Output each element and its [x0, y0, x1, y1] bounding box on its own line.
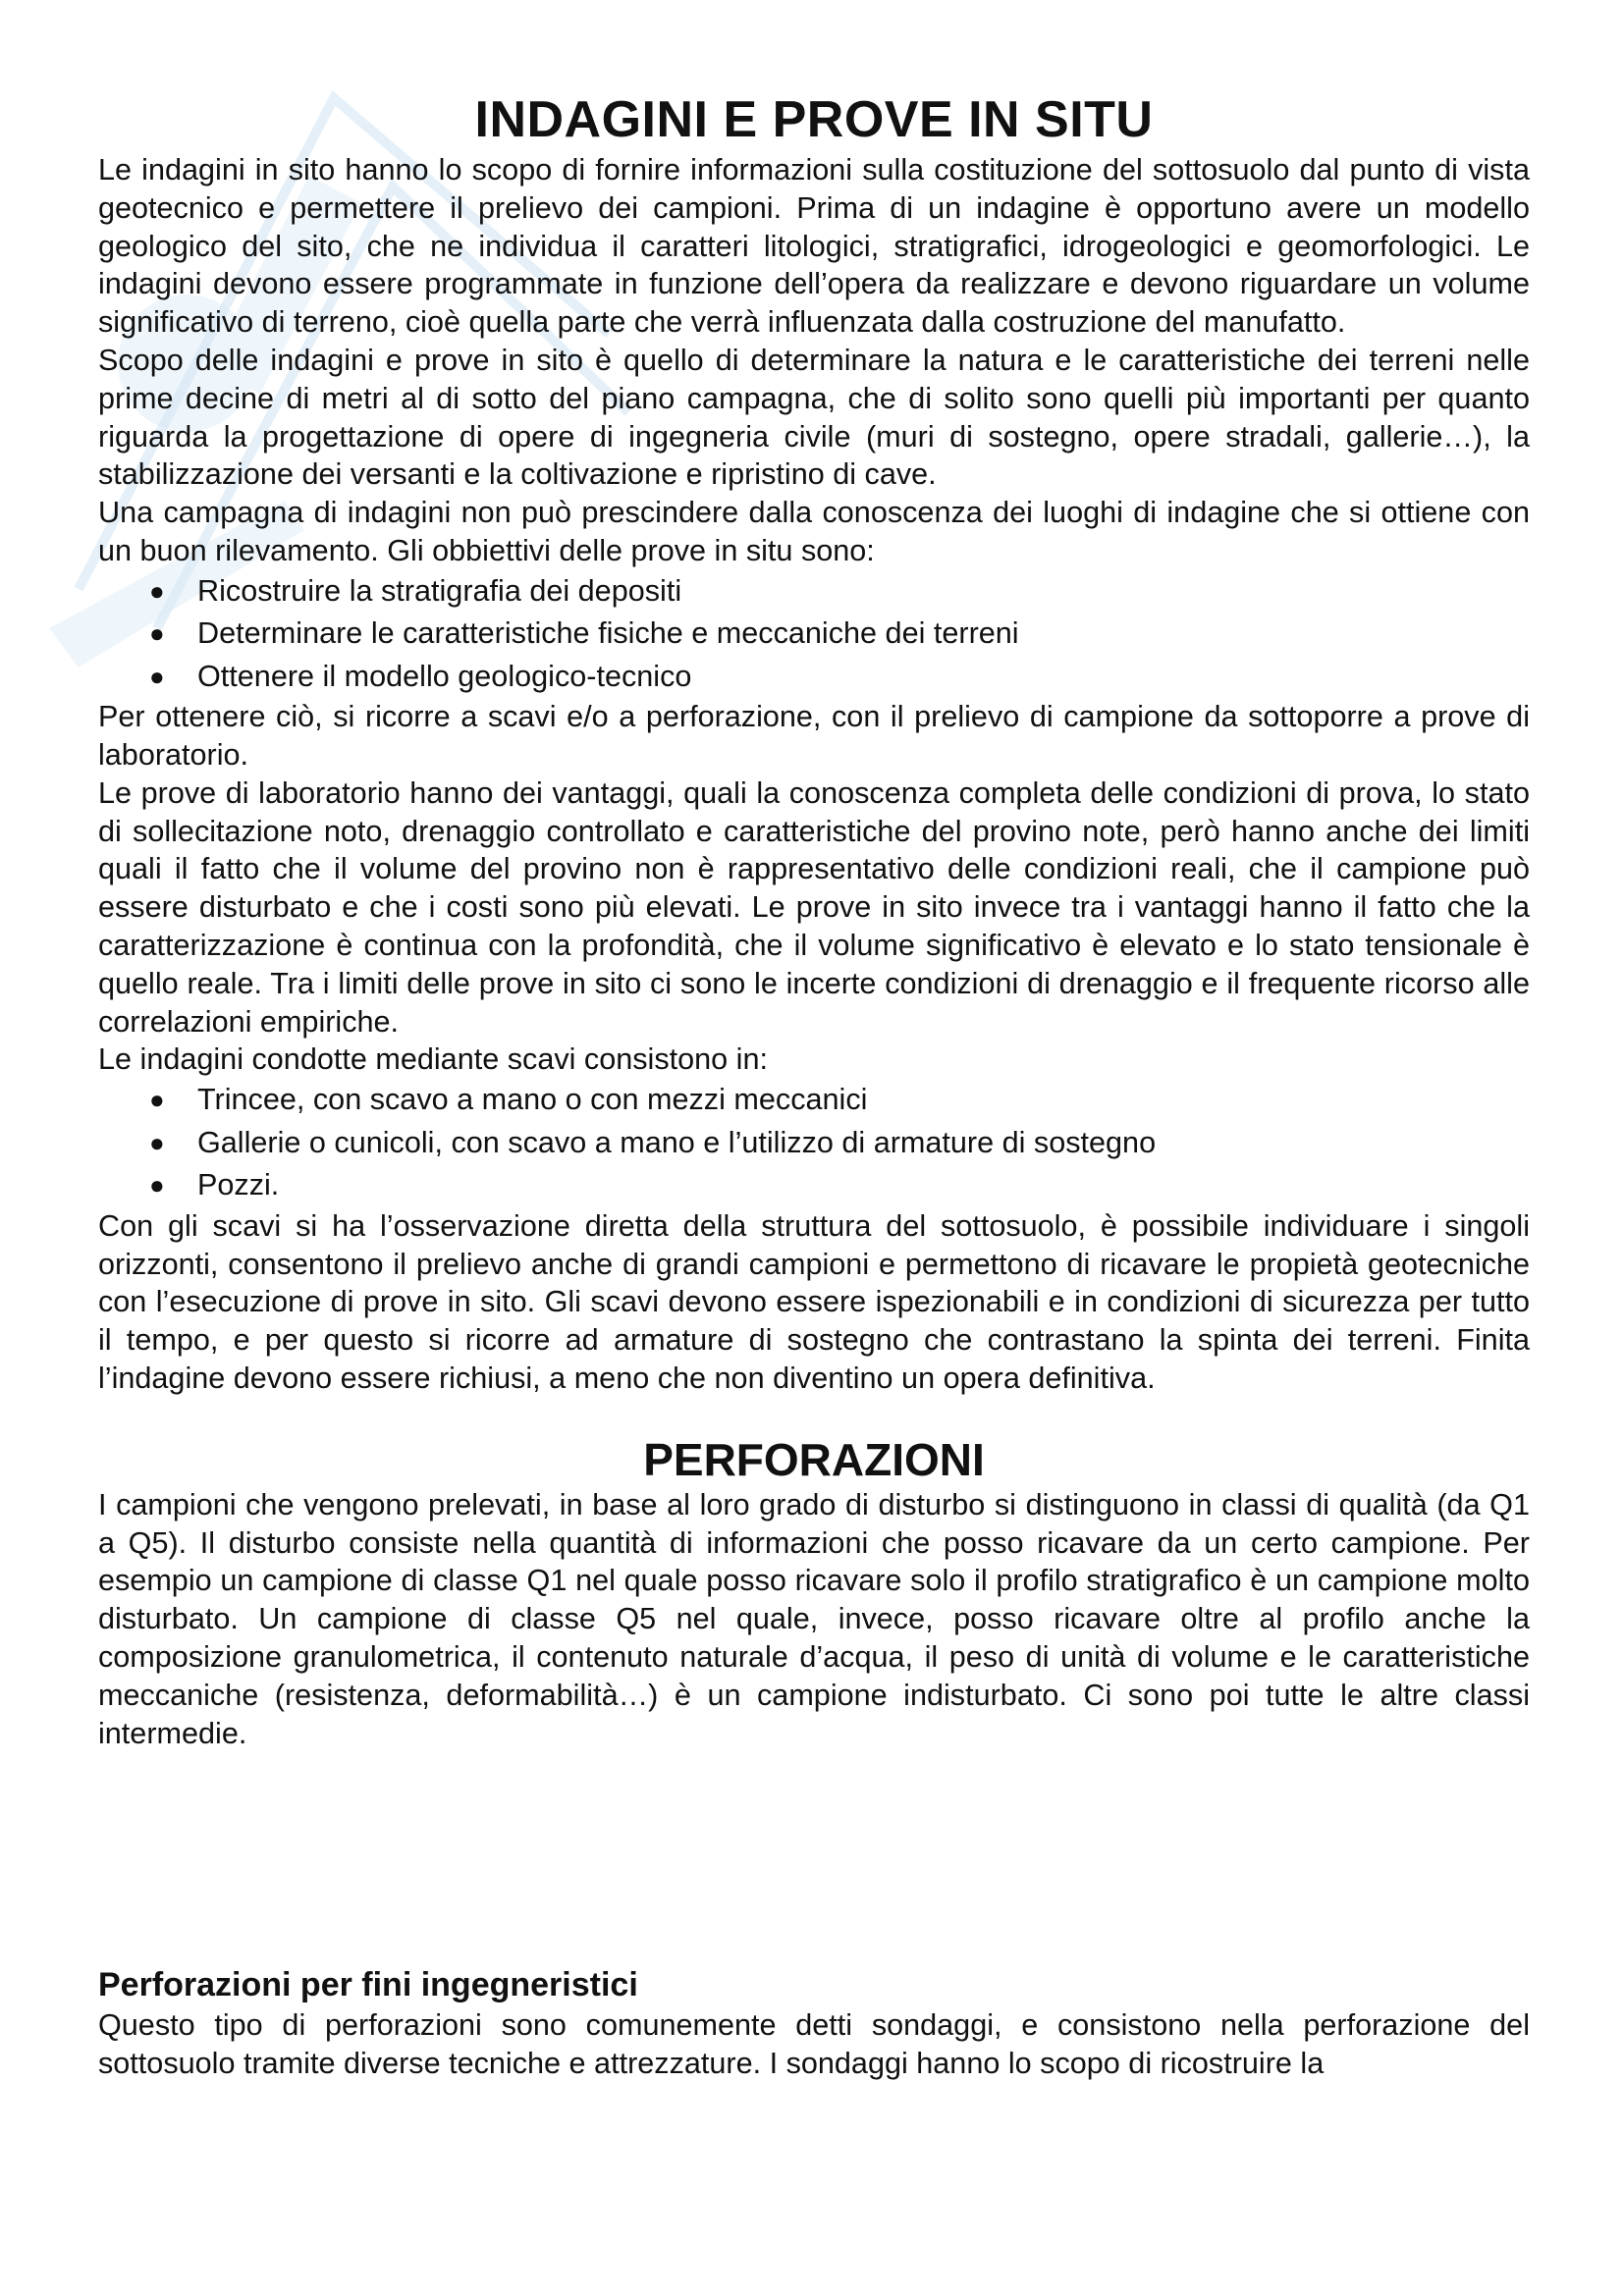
bullet-icon: ● — [149, 1127, 165, 1157]
intro-paragraph-3: Una campagna di indagini non può prescindere dalla conoscenza dei luoghi di indagine che si ottiene con un buon rilevamento. Gli obbiettivi delle prove in situ sono: — [98, 496, 1530, 567]
list-item: ● Pozzi. — [98, 1164, 1530, 1207]
page-title: INDAGINI E PROVE IN SITU — [474, 91, 1154, 148]
list-item: ● Ottenere il modello geologico-tecnico — [98, 656, 1530, 699]
subsection-heading: Perforazioni per fini ingegneristici — [98, 1966, 638, 2004]
intro-paragraph-1: Le indagini in sito hanno lo scopo di fornire informazioni sulla costituzione del sottosuolo dal punto di vista geotecnico e permettere il prelievo dei campioni. Prima di un indagine è opportuno avere un modello geologico del sito, che ne individua il caratteri litologici, stratigrafici, idrogeologici e geomorfologici. Le indagini devono essere programmate in funzione dell’opera da realizzare e devono riguardare un volume significativo di terreno, cioè quella parte che verrà influenzata dalla costruzione del manufatto. — [98, 153, 1530, 340]
middle-paragraph-1: Per ottenere ciò, si ricorre a scavi e/o a perforazione, con il prelievo di campione da sottoporre a prove di laboratorio. — [98, 700, 1530, 773]
excavation-paragraph: Con gli scavi si ha l’osservazione diretta della struttura del sottosuolo, è possibile individuare i singoli orizzonti, consentono il prelievo anche di grandi campioni e permettono di ricavare le propietà geotecniche con l’esecuzione di prove in sito. Gli scavi devono essere ispezionabili e in condizioni di sicurezza per tutto il tempo, e per questo si ricorre ad armature di sostegno che contrastano la spinta dei terreni. Finita l’indagine devono essere richiusi, a meno che non diventino un opera definitiva. — [98, 1208, 1530, 1395]
bullet-icon: ● — [149, 661, 165, 691]
list-item: ● Ricostruire la stratigrafia dei depositi — [98, 570, 1530, 614]
middle-paragraph-3: Le indagini condotte mediante scavi consistono in: — [98, 1042, 768, 1077]
objectives-list — [98, 570, 1530, 699]
perforazioni-paragraph: I campioni che vengono prelevati, in base al loro grado di disturbo si distinguono in classi di qualità (da Q1 a Q5). Il disturbo consiste nella quantità di informazioni che posso ricavare da un certo campione. Per esempio un campione di classe Q1 nel quale posso ricavare solo il profilo stratigrafico è un campione molto disturbato. Un campione di classe Q5 nel quale, invece, posso ricavare oltre al profilo anche la composizione granulometrica, il contenuto naturale d’acqua, il peso di unità di volume e le caratteristiche meccaniche (resistenza, deformabilità…) è un campione indisturbato. Ci sono poi tutte le altre classi intermedie. — [98, 1487, 1530, 1750]
intro-paragraph-2: Scopo delle indagini e prove in sito è quello di determinare la natura e le caratteristiche dei terreni nelle prime decine di metri al di sotto del piano campagna, che di solito sono quelli più importanti per quanto riguarda la progettazione di opere di ingegneria civile (muri di sostegno, opere stradali, gallerie…), la stabilizzazione dei versanti e la coltivazione e ripristino di cave. — [98, 343, 1530, 492]
middle-paragraph-2: Le prove di laboratorio hanno dei vantaggi, quali la conoscenza completa delle condizioni di prova, lo stato di sollecitazione noto, drenaggio controllato e caratteristiche del provino note, però hanno anche dei limiti quali il fatto che il volume del provino non è rappresentativo delle condizioni reali, che il campione può essere disturbato e che i costi sono più elevati. Le prove in sito invece tra i vantaggi hanno il fatto che la caratterizzazione è continua con la profondità, che il volume significativo è elevato e lo stato tensionale è quello reale. Tra i limiti delle prove in sito ci sono le incerte condizioni di drenaggio e il frequente ricorso alle correlazioni empiriche. — [98, 775, 1530, 1039]
list-item: ● Determinare le caratteristiche fisiche e meccaniche dei terreni — [98, 613, 1530, 656]
document-page — [98, 91, 1530, 2083]
bullet-icon: ● — [149, 575, 165, 606]
list-item: ● Gallerie o cunicoli, con scavo a mano e l’utilizzo di armature di sostegno — [98, 1122, 1530, 1165]
list-item: ● Trincee, con scavo a mano o con mezzi meccanici — [98, 1079, 1530, 1122]
excavations-list — [98, 1079, 1530, 1207]
subsection-paragraph: Questo tipo di perforazioni sono comunemente detti sondaggi, e consistono nella perforazione del sottosuolo tramite diverse tecniche e attrezzature. I sondaggi hanno lo scopo di ricostruire la — [98, 2008, 1530, 2081]
section-heading-perforazioni: PERFORAZIONI — [643, 1433, 985, 1485]
bullet-icon: ● — [149, 618, 165, 649]
bullet-icon: ● — [149, 1085, 165, 1115]
bullet-icon: ● — [149, 1170, 165, 1201]
